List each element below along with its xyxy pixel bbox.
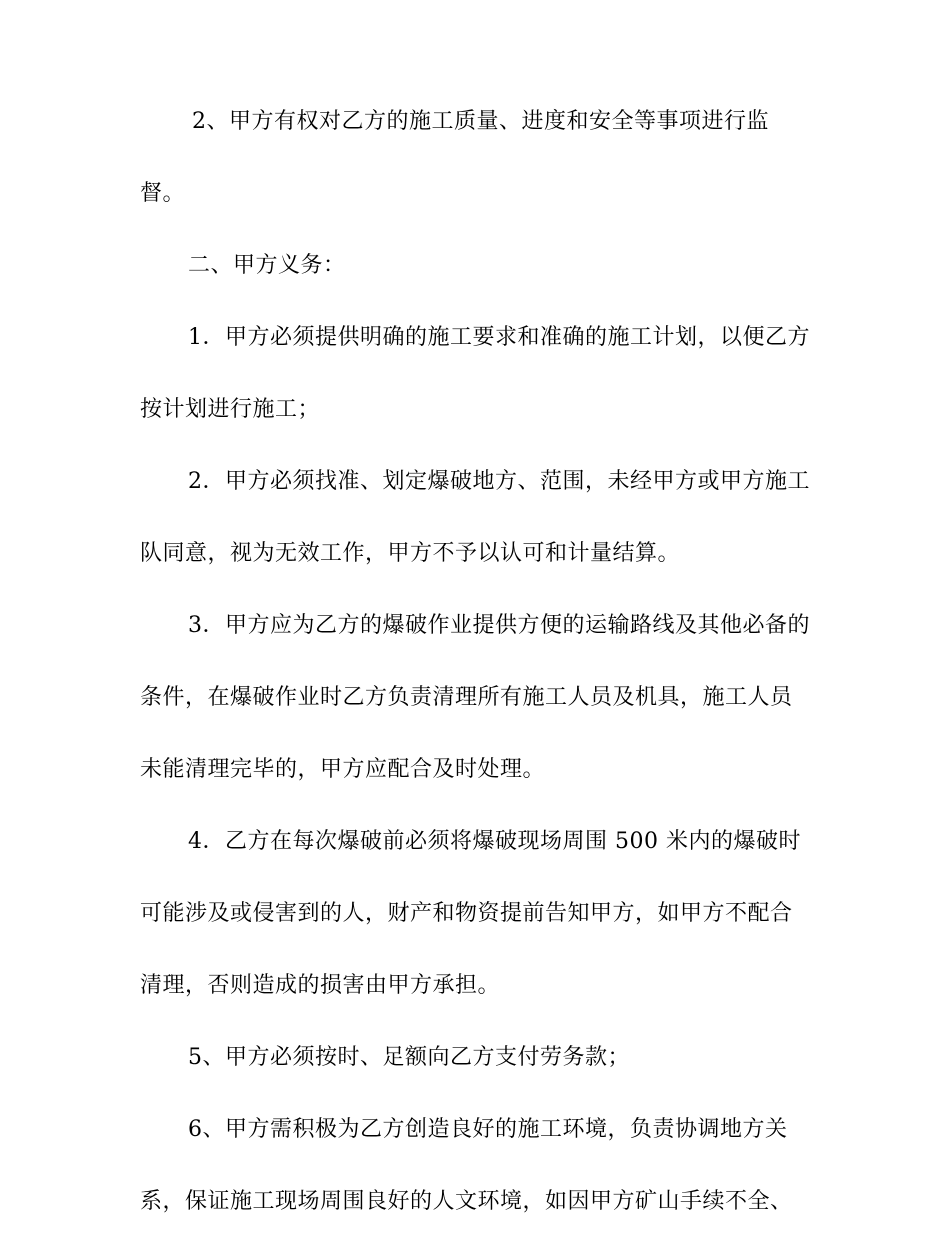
paragraph-obligation-2: 2．甲方必须找准、划定爆破地方、范围，未经甲方或甲方施工队同意，视为无效工作，甲方不予以认可和计量结算。 [140,469,810,566]
section-heading-party-a-obligations: 二、甲方义务： [188,253,346,278]
paragraph-obligation-6: 6、甲方需积极为乙方创造良好的施工环境，负责协调地方关系，保证施工现场周围良好的人文环境，如因甲方矿山手续不全、 [140,1117,793,1214]
paragraph-obligation-1: 1．甲方必须提供明确的施工要求和准确的施工计划，以便乙方按计划进行施工； [140,325,810,422]
paragraph-obligation-4: 4．乙方在每次爆破前必须将爆破现场周围 500 米内的爆破时可能涉及或侵害到的人，财产和物资提前告知甲方，如甲方不配合清理，否则造成的损害由甲方承担。 [140,829,801,998]
paragraph-supervision-right: 2、甲方有权对乙方的施工质量、进度和安全等事项进行监督。 [140,109,769,206]
document-body [140,86,812,1238]
paragraph-obligation-5: 5、甲方必须按时、足额向乙方支付劳务款； [188,1045,630,1070]
paragraph-obligation-3: 3．甲方应为乙方的爆破作业提供方便的运输路线及其他必备的条件，在爆破作业时乙方负责清理所有施工人员及机具，施工人员未能清理完毕的，甲方应配合及时处理。 [140,613,810,782]
